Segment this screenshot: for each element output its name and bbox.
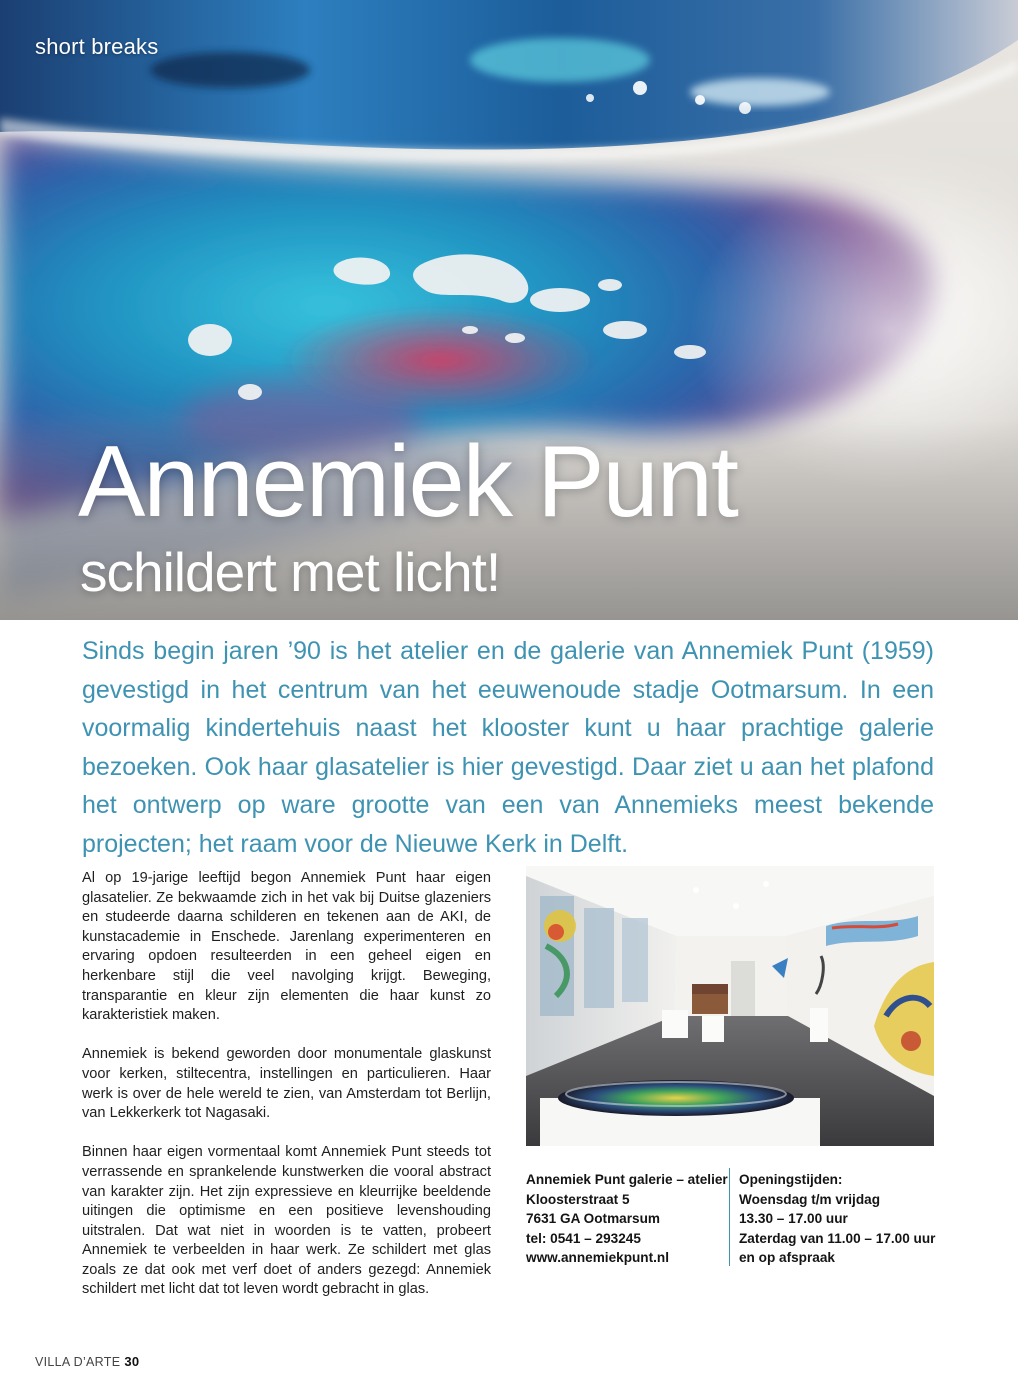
website-link[interactable]: www.annemiekpunt.nl xyxy=(526,1250,669,1265)
body-paragraph-2: Annemiek is bekend geworden door monumentale glaskunst voor kerken, stiltecentra, instellingen en particulieren. Haar werk is over de hele wereld te zien, van Amsterdam tot Berlijn, van Lekkerkerk tot Nagasaki. xyxy=(82,1046,491,1122)
opening-hours-block xyxy=(739,1170,939,1268)
gallery-illustration xyxy=(526,866,934,1146)
article-title: Annemiek Punt xyxy=(78,426,737,538)
contact-block xyxy=(526,1170,726,1268)
contact-divider xyxy=(729,1168,730,1266)
street-address: Kloosterstraat 5 xyxy=(526,1191,630,1207)
hours-heading: Openingstijden: xyxy=(739,1172,843,1187)
gallery-name: Annemiek Punt galerie – atelier xyxy=(526,1172,728,1187)
body-column xyxy=(82,869,491,1320)
section-label: short breaks xyxy=(35,34,159,59)
page-footer xyxy=(35,1354,139,1369)
article-subtitle: schildert met licht! xyxy=(80,541,501,603)
gallery-interior-photo xyxy=(526,866,934,1146)
hours-weekday-time: 13.30 – 17.00 uur xyxy=(739,1211,848,1226)
intro-paragraph: Sinds begin jaren ’90 is het atelier en de galerie van Annemiek Punt (1959) gevestigd in het centrum van het eeuwenoude stadje Ootmarsum. In een voormalig kindertehuis naast het klooster kunt u haar prachtige galerie bezoeken. Ook haar glasatelier is hier gevestigd. Daar ziet u aan het plafond het ontwerp op ware grootte van een van Annemieks meest bekende projecten; het raam voor de Nieuwe Kerk in Delft. xyxy=(82,637,934,858)
hours-appointment: en op afspraak xyxy=(739,1250,835,1265)
magazine-name: VILLA D’ARTE xyxy=(35,1355,121,1369)
phone-number: tel: 0541 – 293245 xyxy=(526,1230,641,1246)
hero-image xyxy=(0,0,1018,620)
body-paragraph-3: Binnen haar eigen vormentaal komt Annemiek Punt steeds tot verrassende en sprankelende kunstwerken die vooral abstract van karakter zijn. Het zijn expressieve en kleurrijke beeldende uitingen die optimisme en een positieve levenshouding uitstralen. Dat wat niet in woorden is te vatten, probeert Annemiek te verbeelden in haar werk. Ze schildert met glas zoals ze dat ook met verf doet of anders gezegd: Annemiek schildert met licht dat tot leven wordt gebracht in glas. xyxy=(82,1144,491,1298)
page-number: 30 xyxy=(124,1354,140,1369)
hours-weekdays: Woensdag t/m vrijdag xyxy=(739,1191,880,1207)
body-paragraph-1: Al op 19-jarige leeftijd begon Annemiek Punt haar eigen glasatelier. Ze bekwaamde zich in het vak bij Duitse glazeniers en studeerde daarna schilderen en tekenen aan de AKI, de kunstacademie in Enschede. Jarenlang experimenteren en ervaring opdoen resulteerden in een geheel eigen en herkenbare stijl die veel navolging krijgt. Beweging, transparantie en kleur zijn elementen die haar kunst zo karakteristiek maken. xyxy=(82,870,491,1024)
postal-city: 7631 GA Ootmarsum xyxy=(526,1211,660,1226)
hours-saturday: Zaterdag van 11.00 – 17.00 uur xyxy=(739,1230,936,1246)
